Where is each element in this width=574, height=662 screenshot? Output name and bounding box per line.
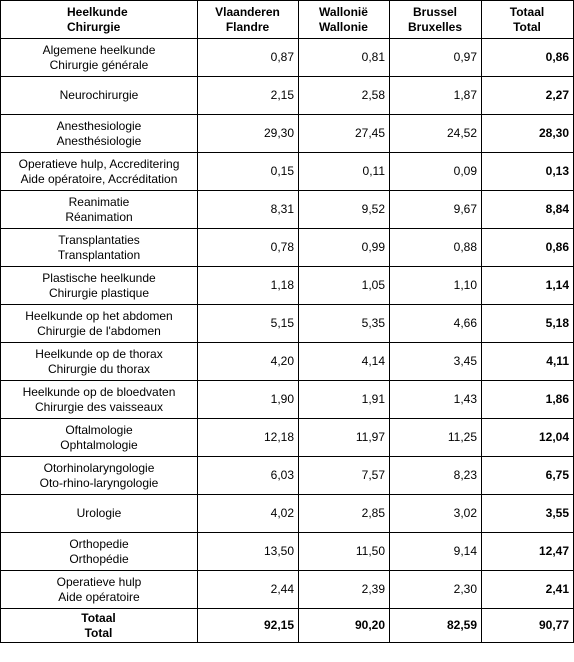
row-total: 5,18: [482, 305, 574, 343]
header-brussels: [390, 1, 482, 39]
header-total-nl: Totaal: [509, 4, 545, 19]
table-row: [1, 77, 574, 115]
row-brussels: 3,02: [390, 495, 482, 533]
row-wallonia: 5,35: [299, 305, 390, 343]
row-wallonia: 4,14: [299, 343, 390, 381]
row-specialty-fr: Réanimation: [65, 209, 133, 224]
row-specialty: [1, 267, 198, 305]
row-specialty-nl: Reanimatie: [68, 194, 130, 209]
row-flanders: 2,15: [198, 77, 299, 115]
row-flanders: 5,15: [198, 305, 299, 343]
row-specialty: [1, 571, 198, 609]
row-specialty-nl: Otorhinolaryngologie: [43, 460, 155, 475]
row-flanders: 8,31: [198, 191, 299, 229]
header-total-fr: Total: [513, 19, 541, 34]
table-row: [1, 381, 574, 419]
row-brussels: 8,23: [390, 457, 482, 495]
row-wallonia: 2,58: [299, 77, 390, 115]
header-row: [1, 1, 574, 39]
row-flanders: 29,30: [198, 115, 299, 153]
row-flanders: 13,50: [198, 533, 299, 571]
row-flanders: 0,87: [198, 39, 299, 77]
table-row: [1, 495, 574, 533]
row-specialty-nl: Heelkunde op het abdomen: [25, 308, 173, 323]
row-flanders: 4,20: [198, 343, 299, 381]
row-specialty-fr: Oto-rhino-laryngologie: [39, 475, 159, 490]
row-total: 12,47: [482, 533, 574, 571]
table-row: [1, 305, 574, 343]
row-flanders: 1,90: [198, 381, 299, 419]
row-flanders: 0,15: [198, 153, 299, 191]
row-wallonia: 27,45: [299, 115, 390, 153]
total-label-nl: Totaal: [81, 610, 116, 625]
row-specialty: [1, 153, 198, 191]
row-flanders: 4,02: [198, 495, 299, 533]
row-specialty-nl: Heelkunde op de thorax: [35, 346, 163, 361]
row-flanders: 0,78: [198, 229, 299, 267]
row-wallonia: 9,52: [299, 191, 390, 229]
row-flanders: 1,18: [198, 267, 299, 305]
row-brussels: 3,45: [390, 343, 482, 381]
row-specialty-fr: Chirurgie de l'abdomen: [37, 323, 161, 338]
header-brussels-fr: Bruxelles: [407, 19, 463, 34]
row-brussels: 0,09: [390, 153, 482, 191]
row-wallonia: 11,97: [299, 419, 390, 457]
total-total: 90,77: [482, 609, 574, 643]
row-specialty: [1, 77, 198, 115]
row-specialty: [1, 39, 198, 77]
row-brussels: 0,97: [390, 39, 482, 77]
row-specialty: [1, 305, 198, 343]
header-brussels-nl: Brussel: [412, 4, 458, 19]
total-label-fr: Total: [84, 625, 113, 640]
total-row: [1, 609, 574, 643]
header-wallonia-nl: Wallonië: [319, 4, 368, 19]
row-specialty-fr: Chirurgie générale: [49, 57, 149, 72]
row-specialty-fr: Orthopédie: [69, 551, 129, 566]
header-specialty: [1, 1, 198, 39]
row-specialty: [1, 343, 198, 381]
row-total: 6,75: [482, 457, 574, 495]
table-row: [1, 343, 574, 381]
row-total: 28,30: [482, 115, 574, 153]
row-brussels: 9,14: [390, 533, 482, 571]
row-specialty: [1, 381, 198, 419]
row-specialty-fr: Anesthésiologie: [56, 133, 142, 148]
row-specialty-fr: Aide opératoire: [58, 589, 140, 604]
header-total: [482, 1, 574, 39]
row-specialty: [1, 495, 198, 533]
header-flanders-nl: Vlaanderen: [215, 4, 280, 19]
row-specialty: [1, 229, 198, 267]
row-specialty-fr: Aide opératoire, Accréditation: [20, 171, 178, 186]
row-wallonia: 1,91: [299, 381, 390, 419]
row-total: 0,13: [482, 153, 574, 191]
row-wallonia: 1,05: [299, 267, 390, 305]
row-total: 12,04: [482, 419, 574, 457]
row-total: 1,86: [482, 381, 574, 419]
row-specialty-nl: Anesthesiologie: [56, 118, 142, 133]
row-total: 0,86: [482, 229, 574, 267]
row-total: 0,86: [482, 39, 574, 77]
row-specialty-nl: Urologie: [76, 506, 122, 520]
row-specialty: [1, 533, 198, 571]
total-flanders: 92,15: [198, 609, 299, 643]
row-specialty-fr: Chirurgie plastique: [48, 285, 150, 300]
row-brussels: 1,10: [390, 267, 482, 305]
table-row: [1, 39, 574, 77]
header-flanders-fr: Flandre: [225, 19, 270, 34]
table-row: [1, 191, 574, 229]
table-row: [1, 229, 574, 267]
row-brussels: 0,88: [390, 229, 482, 267]
header-flanders: [198, 1, 299, 39]
header-wallonia: [299, 1, 390, 39]
table-row: [1, 571, 574, 609]
table-row: [1, 457, 574, 495]
row-specialty: [1, 115, 198, 153]
row-total: 1,14: [482, 267, 574, 305]
row-total: 2,27: [482, 77, 574, 115]
row-specialty-nl: Transplantaties: [58, 232, 140, 247]
row-specialty: [1, 457, 198, 495]
row-total: 2,41: [482, 571, 574, 609]
row-wallonia: 2,85: [299, 495, 390, 533]
row-specialty-nl: Algemene heelkunde: [42, 42, 156, 57]
table-row: [1, 115, 574, 153]
row-brussels: 1,87: [390, 77, 482, 115]
total-brussels: 82,59: [390, 609, 482, 643]
row-total: 8,84: [482, 191, 574, 229]
header-specialty-nl: Heelkunde: [67, 4, 128, 19]
row-flanders: 6,03: [198, 457, 299, 495]
row-brussels: 11,25: [390, 419, 482, 457]
row-specialty-nl: Operatieve hulp, Accreditering: [18, 156, 180, 171]
row-specialty-fr: Chirurgie du thorax: [47, 361, 151, 376]
row-brussels: 2,30: [390, 571, 482, 609]
row-brussels: 24,52: [390, 115, 482, 153]
row-specialty-fr: Chirurgie des vaisseaux: [34, 399, 164, 414]
row-flanders: 12,18: [198, 419, 299, 457]
row-wallonia: 0,99: [299, 229, 390, 267]
header-specialty-fr: Chirurgie: [67, 19, 121, 34]
row-flanders: 2,44: [198, 571, 299, 609]
row-specialty-fr: Ophtalmologie: [60, 437, 138, 452]
row-wallonia: 2,39: [299, 571, 390, 609]
header-wallonia-fr: Wallonie: [319, 19, 368, 34]
row-specialty-nl: Heelkunde op de bloedvaten: [22, 384, 176, 399]
row-specialty-nl: Orthopedie: [69, 536, 129, 551]
row-total: 3,55: [482, 495, 574, 533]
total-wallonia: 90,20: [299, 609, 390, 643]
row-wallonia: 7,57: [299, 457, 390, 495]
total-label: [1, 609, 198, 643]
row-specialty-nl: Oftalmologie: [65, 422, 133, 437]
table-body: [1, 39, 574, 643]
row-total: 4,11: [482, 343, 574, 381]
row-specialty-nl: Plastische heelkunde: [42, 270, 156, 285]
row-specialty-fr: Transplantation: [57, 247, 141, 262]
row-brussels: 1,43: [390, 381, 482, 419]
row-specialty: [1, 191, 198, 229]
row-specialty: [1, 419, 198, 457]
table-row: [1, 419, 574, 457]
row-brussels: 4,66: [390, 305, 482, 343]
row-wallonia: 0,81: [299, 39, 390, 77]
table-row: [1, 267, 574, 305]
row-wallonia: 11,50: [299, 533, 390, 571]
row-brussels: 9,67: [390, 191, 482, 229]
row-specialty-nl: Operatieve hulp: [56, 574, 142, 589]
row-wallonia: 0,11: [299, 153, 390, 191]
table-row: [1, 153, 574, 191]
row-specialty-nl: Neurochirurgie: [59, 88, 139, 102]
table-row: [1, 533, 574, 571]
